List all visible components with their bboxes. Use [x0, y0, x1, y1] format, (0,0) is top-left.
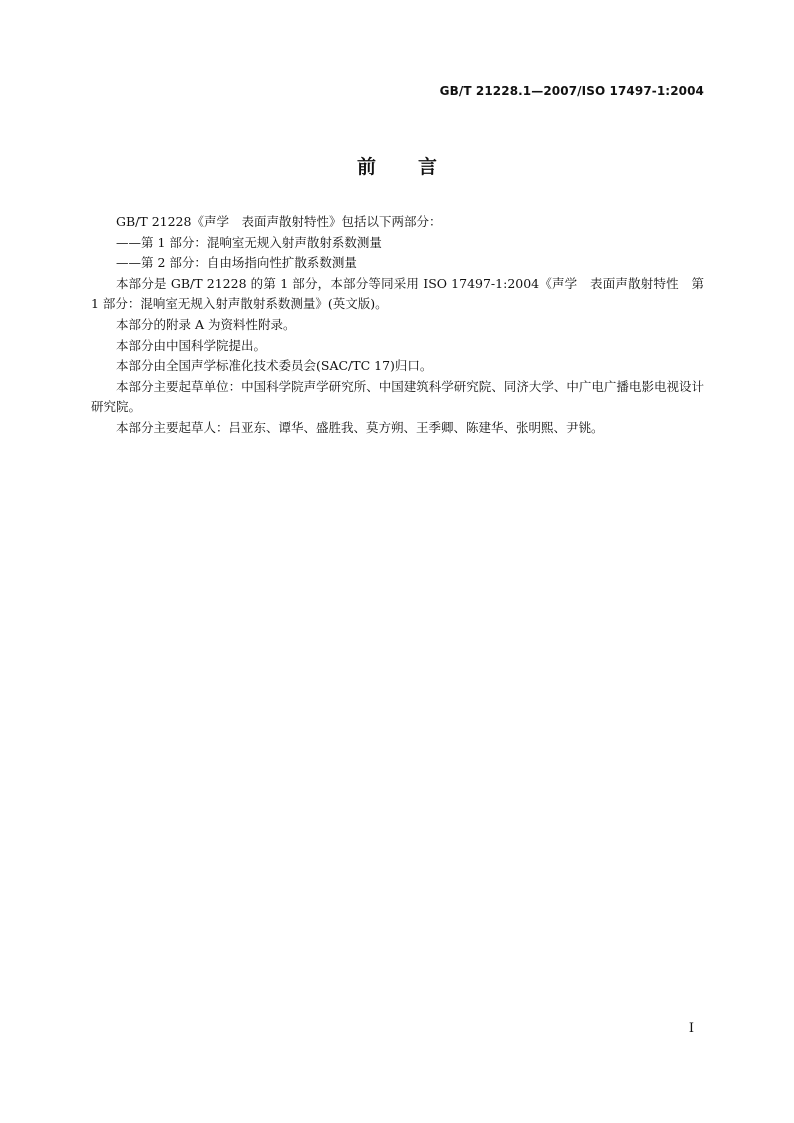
page-title: 前言	[356, 156, 479, 178]
preface-body	[91, 212, 704, 439]
paragraph-adoption: 本部分是 GB/T 21228 的第 1 部分，本部分等同采用 ISO 17497-1:2004《声学 表面声散射特性 第 1 部分：混响室无规入射声散射系数测量》(英文版)。	[91, 275, 704, 312]
page-number: I	[688, 1021, 694, 1036]
paragraph-annex: 本部分的附录 A 为资料性附录。	[116, 316, 296, 332]
paragraph-drafters: 本部分主要起草人：吕亚东、谭华、盛胜我、莫方朔、王季卿、陈建华、张明熙、尹铫。	[116, 419, 604, 435]
paragraph-committee: 本部分由全国声学标准化技术委员会(SAC/TC 17)归口。	[116, 358, 433, 374]
paragraph-drafting-units: 本部分主要起草单位：中国科学院声学研究所、中国建筑科学研究院、同济大学、中广电广播电影电视设计研究院。	[91, 378, 704, 415]
list-item-part-2: ——第 2 部分：自由场指向性扩散系数测量	[116, 255, 357, 271]
paragraph-intro: GB/T 21228《声学 表面声散射特性》包括以下两部分：	[116, 214, 442, 229]
paragraph-proposer: 本部分由中国科学院提出。	[116, 337, 267, 353]
standard-number: GB/T 21228.1—2007/ISO 17497-1:2004	[439, 84, 704, 98]
list-item-part-1: ——第 1 部分：混响室无规入射声散射系数测量	[116, 234, 382, 250]
